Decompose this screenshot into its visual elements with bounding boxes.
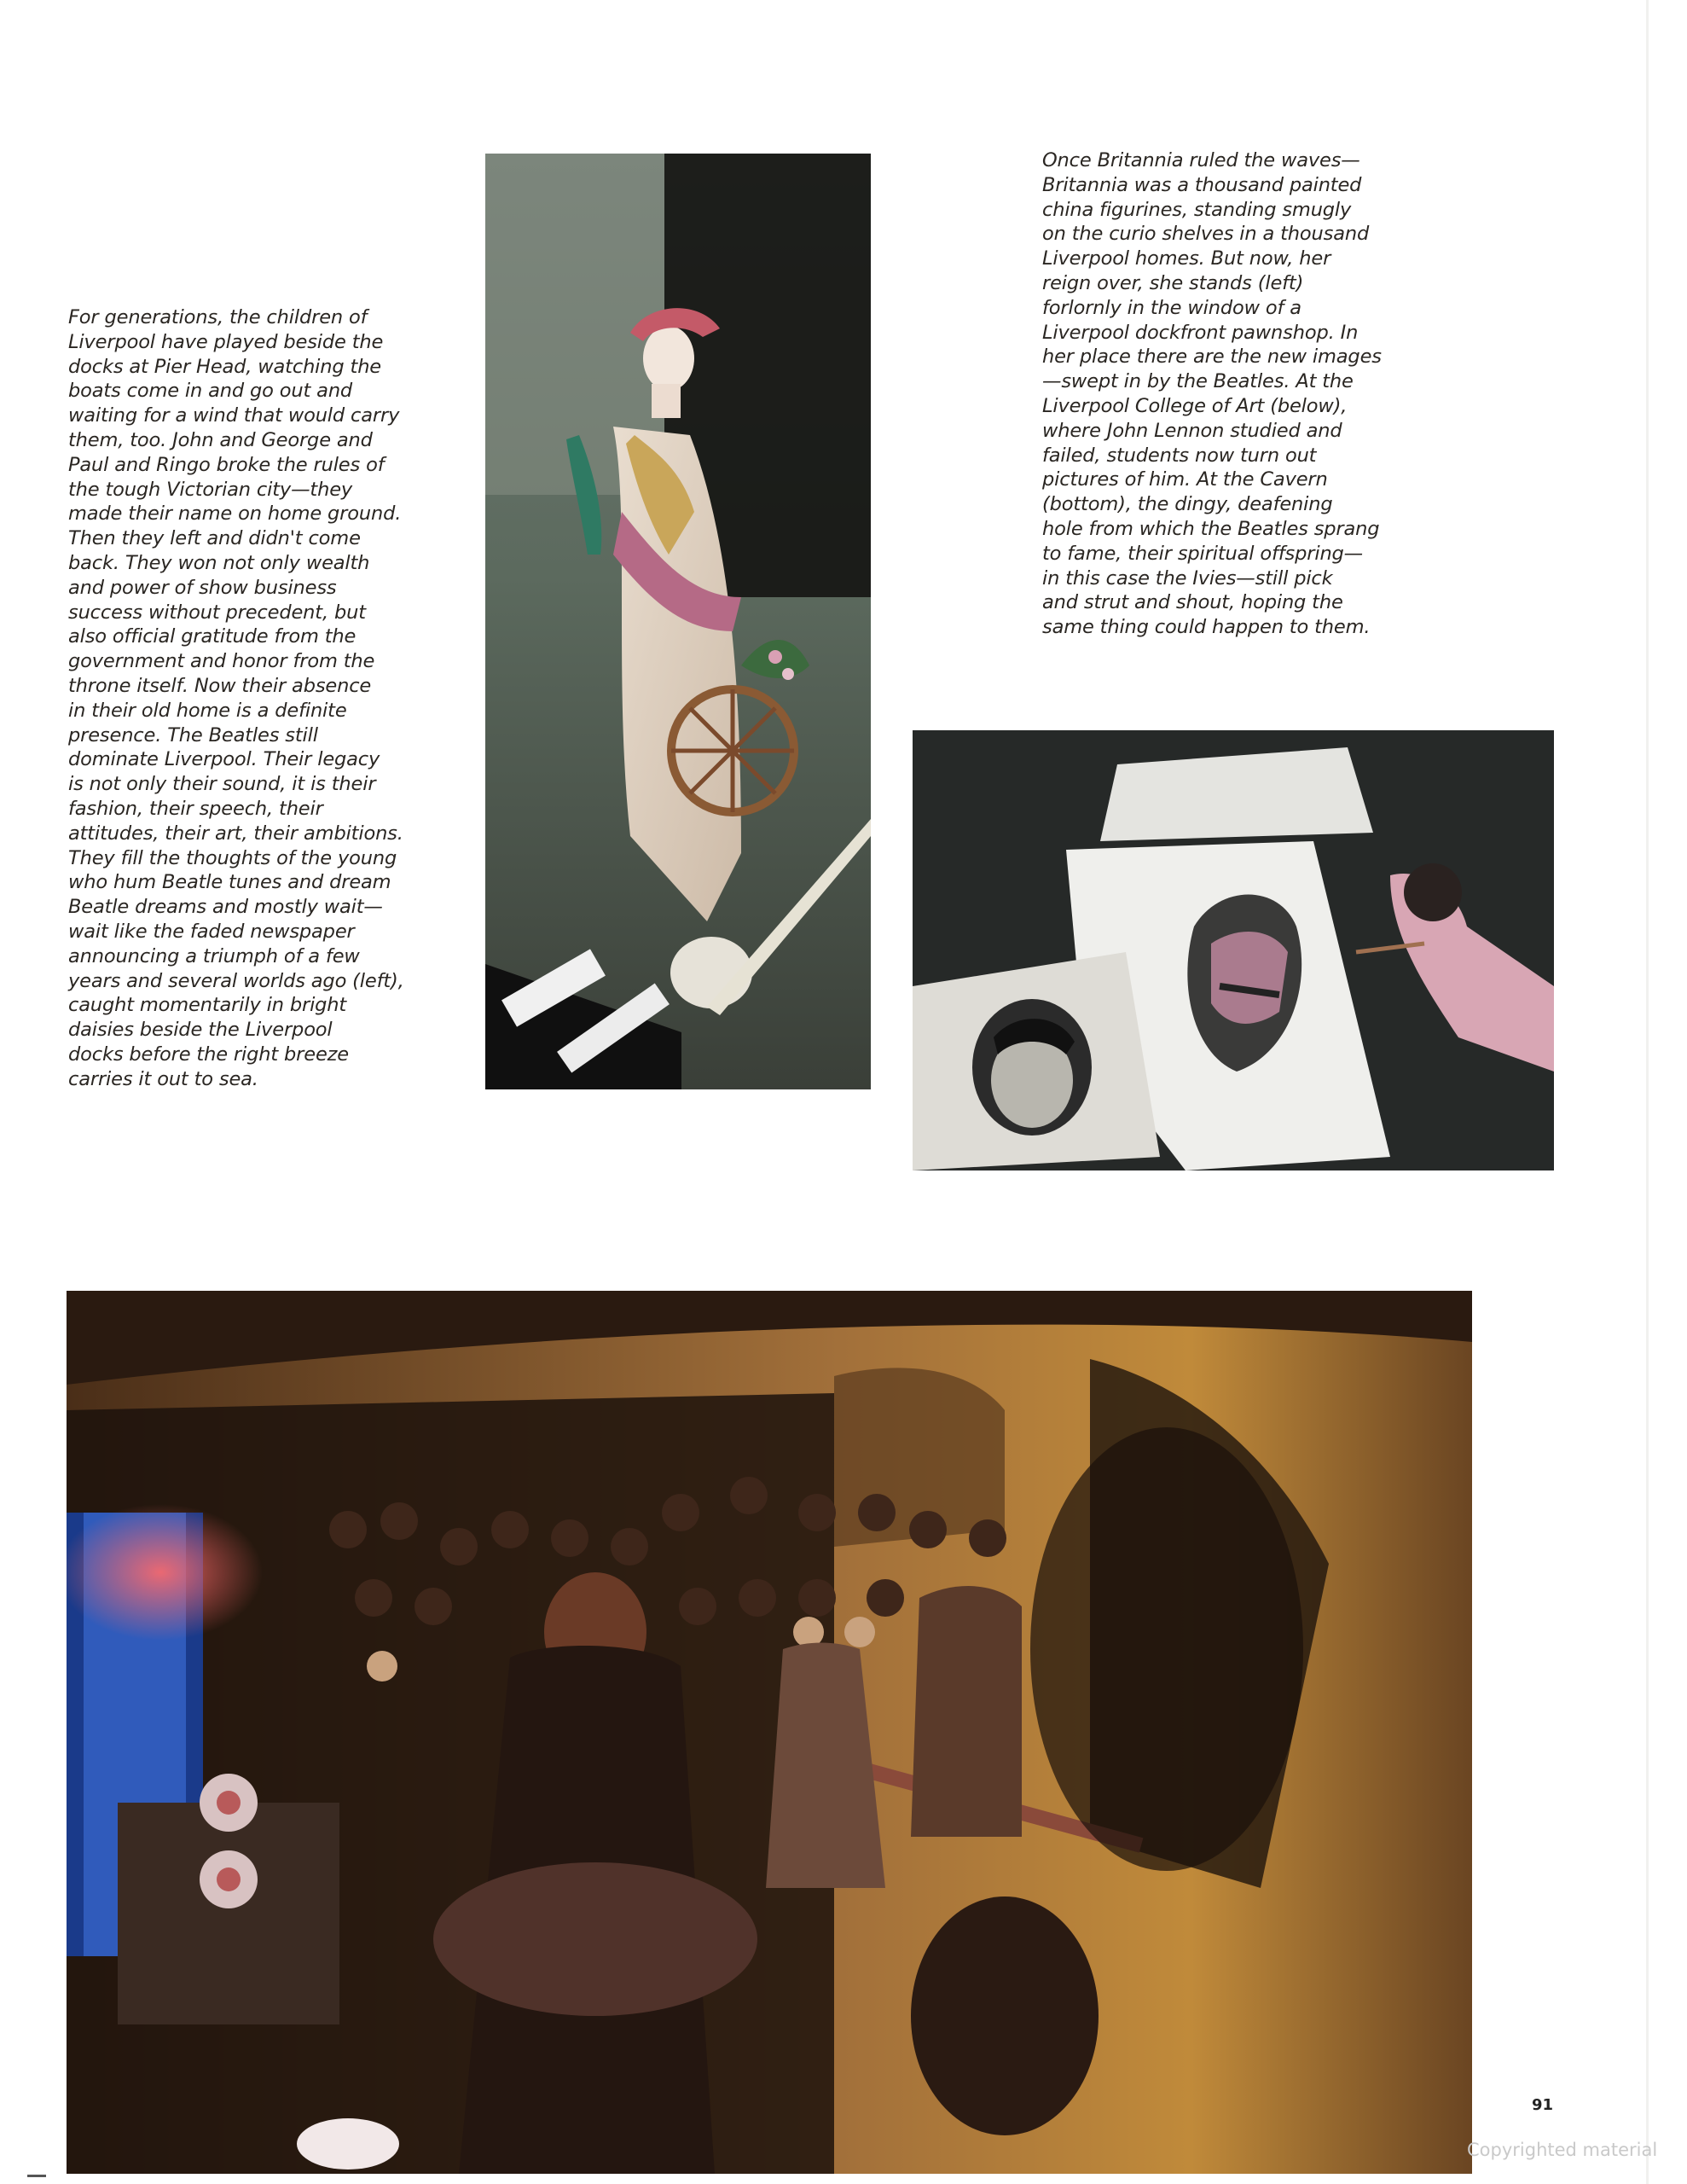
britannia-figurine-photo: [485, 154, 871, 1089]
cavern-club-photo: [67, 1291, 1472, 2174]
copyright-watermark: Copyrighted material: [1467, 2140, 1658, 2160]
page-edge: [1646, 0, 1649, 2184]
scan-edge-mark: [27, 2175, 46, 2177]
page-number: 91: [1532, 2096, 1554, 2114]
right-article-paragraph: Once Britannia ruled the waves— Britannia was a thousand painted china figurines, standing smugly on the curio shelves in a thousand Liverpool homes. But now, her reign over, she stands (left) forlornly in the window of a Liverpool dockfront pawnshop. In her place there are the new images —swept in by the Beatles. At the Liverpool College of Art (below), where John Lennon studied and failed, students now turn out pictures of him. At the Cavern (bottom), the dingy, deafening hole from which the Beatles sprang to fame, their spiritual offspring— in this case the Ivies—still pick and strut and shout, hoping the same thing could happen to them.: [1042, 149, 1382, 639]
art-college-photo: [913, 730, 1554, 1170]
left-article-paragraph: For generations, the children of Liverpool have played beside the docks at Pier Head, watching the boats come in and go out and waiting for a wind that would carry them, too. John and George and Paul and Ringo broke the rules of the tough Victorian city—they made their name on home ground. Then they left and didn't come back. They won not only wealth and power of show business success without precedent, but also official gratitude from the government and honor from the throne itself. Now their absence in their old home is a definite presence. The Beatles still dominate Liverpool. Their legacy is not only their sound, it is their fashion, their speech, their attitudes, their art, their ambitions. They fill the thoughts of the young who hum Beatle tunes and dream Beatle dreams and mostly wait— wait like the faded newspaper announcing a triumph of a few years and several worlds ago (left), caught momentarily in bright daisies beside the Liverpool docks before the right breeze carries it out to sea.: [68, 306, 404, 1090]
